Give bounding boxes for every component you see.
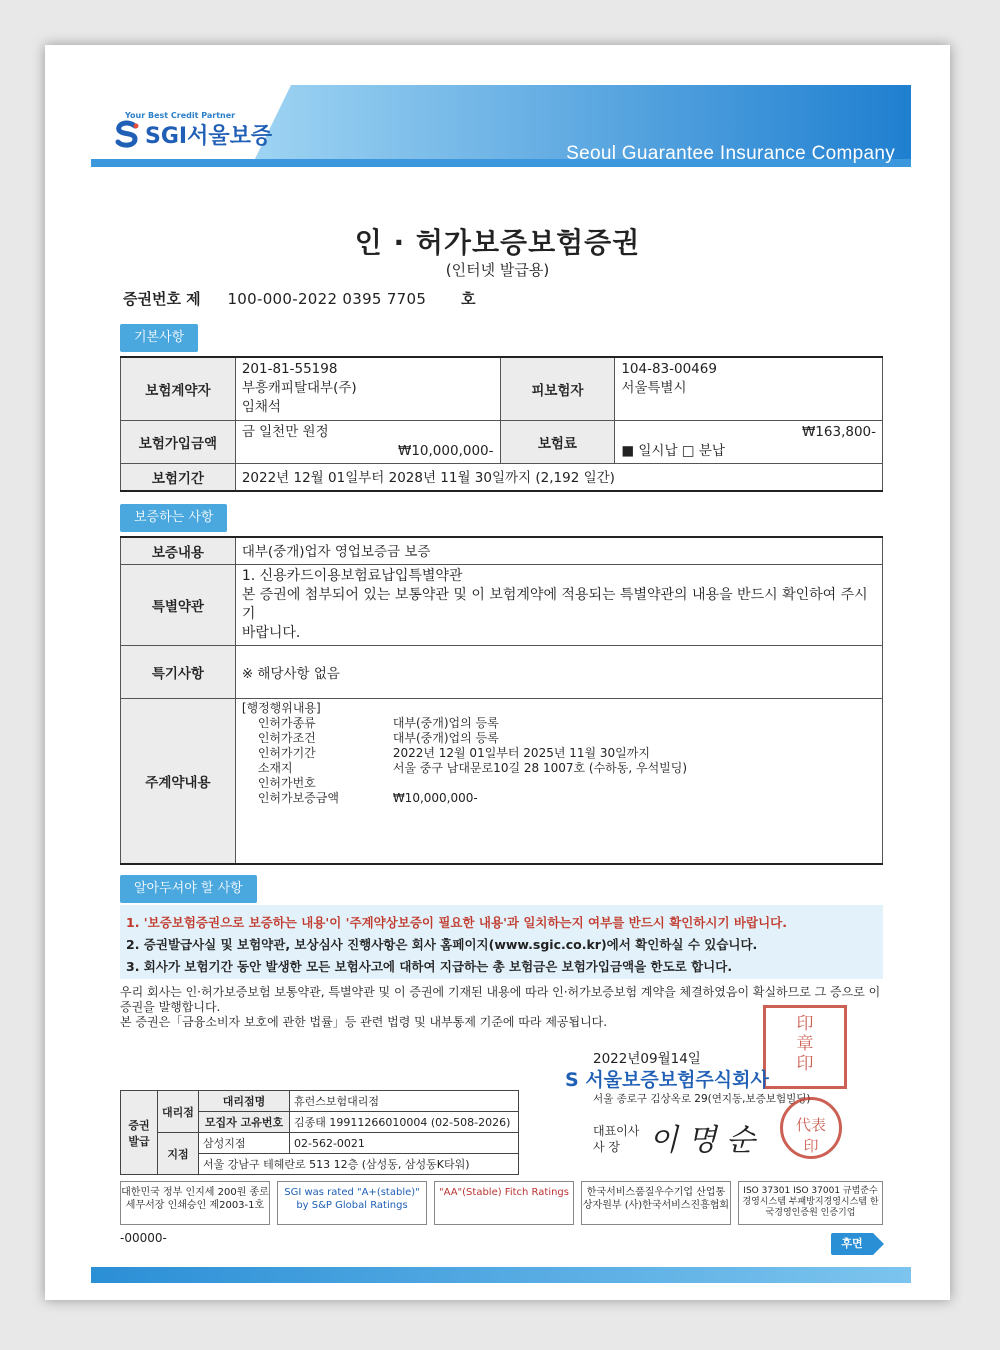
main-row bbox=[242, 791, 876, 806]
content-label: 보증내용 bbox=[121, 537, 236, 565]
section-tag-guarantee: 보증하는 사항 bbox=[120, 504, 227, 532]
issuing-agent-table bbox=[120, 1090, 519, 1175]
service-quality-badge: 한국서비스품질우수기업 산업통상자원부 (사)한국서비스진흥협회 bbox=[581, 1181, 731, 1225]
statement-para-1: 우리 회사는 인·허가보증보험 보통약관, 특별약관 및 이 증권에 기재된 내용에 따라 인·허가보증보험 계약을 체결하였음이 확실하므로 그 증으로 이 증권을 발행합니다. bbox=[120, 985, 881, 1014]
amount-text: 금 일천만 원정 bbox=[241, 424, 329, 440]
recruiter-value: 김종태 19911266010004 (02-508-2026) bbox=[290, 1112, 519, 1133]
cert-number-label: 증권번호 제 bbox=[123, 290, 201, 308]
cert-number-value: 100-000-2022 0395 7705 bbox=[227, 290, 427, 308]
recruiter-label: 모집자 고유번호 bbox=[199, 1112, 290, 1133]
period-value: 2022년 12월 01일부터 2028년 11월 30일까지 (2,192 일간) bbox=[235, 464, 882, 492]
notice-box bbox=[120, 905, 883, 979]
company-seal-square: 印 章 印 bbox=[763, 1005, 847, 1089]
insured-cell bbox=[615, 357, 883, 421]
issue-label: 증권 발급 bbox=[121, 1091, 158, 1175]
content-value: 대부(중개)업자 영업보증금 보증 bbox=[235, 537, 882, 565]
cert-number-suffix: 호 bbox=[461, 290, 476, 308]
issuer-address: 서울 종로구 김상옥로 29(연지동,보증보험빌딩) bbox=[593, 1093, 811, 1105]
main-row-value: 서울 중구 남대문로10길 28 1007호 (수하동, 우석빌딩) bbox=[392, 761, 688, 775]
period-label: 보험기간 bbox=[121, 464, 236, 492]
contractor-name: 부흥캐피탈대부(주) bbox=[241, 380, 357, 396]
issuer-company bbox=[565, 1065, 769, 1092]
stamp-tax-badge: 대한민국 정부 인지세 200원 종로세무서장 인쇄승인 제2003-1호 bbox=[120, 1181, 270, 1225]
contractor-regno: 201-81-55198 bbox=[241, 361, 338, 377]
notice-item-3: 3. 회사가 보험기간 동안 발생한 모든 보험사고에 대하여 지급하는 총 보험금은 보험가입금액을 한도로 합니다. bbox=[126, 959, 733, 974]
certificate-page bbox=[45, 45, 950, 1300]
insured-name: 서울특별시 bbox=[621, 380, 687, 396]
section-tag-notice: 알아두셔야 할 사항 bbox=[120, 875, 257, 903]
premium-options: ■ 일시납 □ 분납 bbox=[621, 443, 725, 459]
basic-table bbox=[120, 356, 883, 492]
issue-date: 2022년09월14일 bbox=[593, 1051, 701, 1067]
sgi-mark-icon: S bbox=[565, 1069, 579, 1091]
signature: 이 명 순 bbox=[649, 1123, 756, 1158]
main-contract-cell bbox=[235, 699, 882, 865]
amount-label: 보험가입금액 bbox=[121, 421, 236, 464]
next-page-button[interactable]: 후면 bbox=[831, 1233, 873, 1255]
document-title: 인 · 허가보증보험증권 bbox=[354, 226, 641, 259]
main-row-key: 인허가종류 bbox=[257, 716, 316, 730]
logo-text: SGI서울보증 bbox=[145, 124, 273, 149]
sp-rating-badge: SGI was rated "A+(stable)" by S&P Global Ratings bbox=[277, 1181, 427, 1225]
main-row bbox=[242, 731, 876, 746]
agency-name-label: 대리점명 bbox=[199, 1091, 290, 1112]
representative-title bbox=[593, 1123, 639, 1155]
notice-item-1: 1. '보증보험증권으로 보증하는 내용'이 '주계약상보증이 필요한 내용'과 일치하는지 여부를 반드시 확인하시기 바랍니다. bbox=[126, 915, 787, 930]
notice-item-2: 2. 증권발급사실 및 보험약관, 보상심사 진행사항은 회사 홈페이지(www.sgic.co.kr)에서 확인하실 수 있습니다. bbox=[126, 937, 758, 952]
rep-title-1: 대표이사 bbox=[593, 1124, 640, 1138]
company-english-name: Seoul Guarantee Insurance Company bbox=[566, 143, 895, 164]
branch-name: 삼성지점 bbox=[199, 1133, 290, 1154]
rep-title-2: 사 장 bbox=[593, 1140, 620, 1154]
main-contract-head: [행정행위내용] bbox=[241, 701, 321, 715]
main-row-key: 인허가조건 bbox=[257, 731, 316, 745]
main-row bbox=[242, 716, 876, 731]
main-row-value: 대부(중개)업의 등록 bbox=[392, 716, 499, 730]
contractor-label: 보험계약자 bbox=[121, 357, 236, 421]
branch-address: 서울 강남구 테헤란로 513 12층 (삼성동, 삼성동K타워) bbox=[199, 1154, 519, 1175]
iso-badge: ISO 37301 ISO 37001 규범준수경영시스템 부패방지경영시스템 한국경영인증원 인증기업 bbox=[738, 1181, 883, 1225]
contractor-rep: 임채석 bbox=[241, 399, 281, 415]
premium-cell bbox=[615, 421, 883, 464]
footer-bar bbox=[91, 1267, 911, 1283]
branch-tel: 02-562-0021 bbox=[290, 1133, 519, 1154]
remarks-value: ※ 해당사항 없음 bbox=[235, 646, 882, 699]
special-line-3: 바랍니다. bbox=[241, 625, 301, 641]
amount-cell bbox=[235, 421, 500, 464]
special-label: 특별약관 bbox=[121, 565, 236, 646]
main-row bbox=[242, 761, 876, 776]
special-line-2: 본 증권에 첨부되어 있는 보통약관 및 이 보험계약에 적용되는 특별약관의 내용을 반드시 확인하여 주시기 bbox=[241, 587, 868, 622]
main-contract-rows bbox=[242, 716, 876, 806]
fitch-rating-badge: "AA"(Stable) Fitch Ratings bbox=[434, 1181, 574, 1225]
special-line-1: 1. 신용카드이용보험료납입특별약관 bbox=[241, 568, 463, 584]
main-row bbox=[242, 746, 876, 761]
insured-label: 피보험자 bbox=[500, 357, 615, 421]
main-row-key: 인허가기간 bbox=[257, 746, 316, 760]
certificate-number bbox=[123, 288, 498, 309]
main-contract-label: 주계약내용 bbox=[121, 699, 236, 865]
premium-value: ₩163,800- bbox=[801, 424, 876, 440]
main-row-key: 소재지 bbox=[257, 761, 293, 775]
main-row-key: 인허가보증금액 bbox=[257, 791, 339, 805]
main-row-value: 2022년 12월 01일부터 2025년 11월 30일까지 bbox=[392, 746, 650, 760]
main-row-value: ₩10,000,000- bbox=[392, 791, 478, 805]
main-row bbox=[242, 776, 876, 791]
branch-label: 지점 bbox=[158, 1133, 199, 1175]
document-subtitle: (인터넷 발급용) bbox=[445, 261, 550, 279]
contractor-cell bbox=[235, 357, 500, 421]
main-row-value: 대부(중개)업의 등록 bbox=[392, 731, 499, 745]
main-row-key: 인허가번호 bbox=[257, 776, 316, 790]
statement-para-2: 본 증권은「금융소비자 보호에 관한 법률」등 관련 법령 및 내부통제 기준에 따라 제공됩니다. bbox=[120, 1015, 608, 1029]
remarks-label: 특기사항 bbox=[121, 646, 236, 699]
agency-name: 휴런스보험대리점 bbox=[290, 1091, 519, 1112]
insured-regno: 104-83-00469 bbox=[621, 361, 717, 377]
amount-value: ₩10,000,000- bbox=[397, 443, 494, 459]
guarantee-table bbox=[120, 536, 883, 865]
agency-label: 대리점 bbox=[158, 1091, 199, 1133]
logo-tagline: Your Best Credit Partner bbox=[125, 111, 236, 120]
premium-label: 보험료 bbox=[500, 421, 615, 464]
issuer-company-name: 서울보증보험주식회사 bbox=[585, 1069, 769, 1091]
special-cell bbox=[235, 565, 882, 646]
sgi-logo-icon bbox=[113, 120, 141, 148]
section-tag-basic: 기본사항 bbox=[120, 324, 198, 352]
page-number: -00000- bbox=[120, 1231, 167, 1245]
representative-seal-round: 代表 印 bbox=[780, 1097, 842, 1159]
